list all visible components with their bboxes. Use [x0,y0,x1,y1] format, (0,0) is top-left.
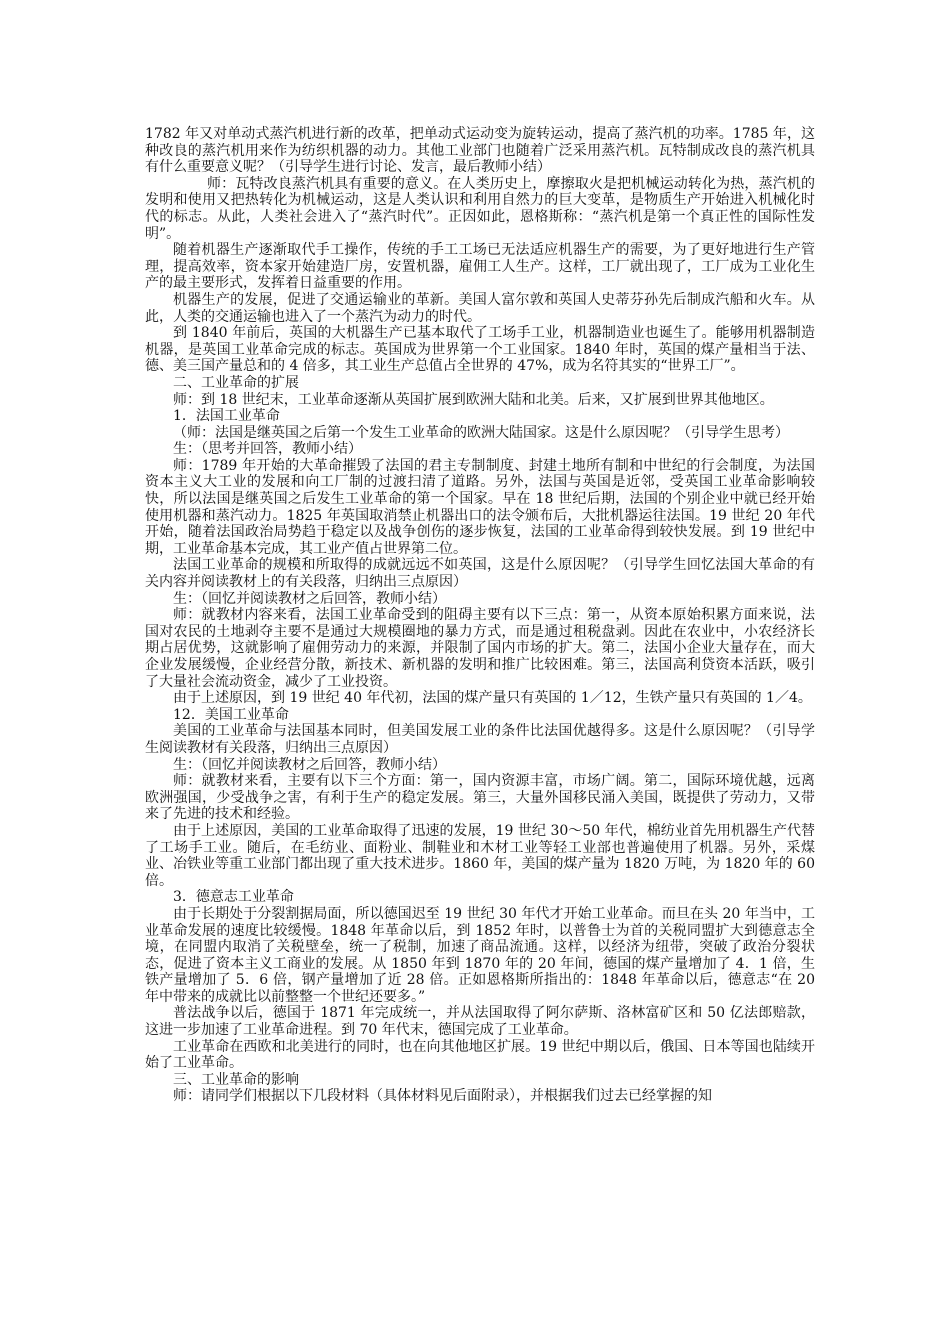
paragraph-transport-innovation: 机器生产的发展，促进了交通运输业的革新。美国人富尔敦和英国人史蒂芬孙先后制成汽船和火车。从此，人类的交通运输也进入了一个蒸汽为动力的时代。 [145,291,815,325]
subheading-usa: 12．美国工业革命 [173,706,289,723]
paragraph-expansion-intro: 师：到 18 世纪末，工业革命逐渐从英国扩展到欧洲大陆和北美。后来，又扩展到世界其他地区。 [173,391,774,408]
subheading-germany: 3．德意志工业革命 [173,889,294,906]
paragraph-usa-teacher: 师：就教材来看，主要有以下三个方面：第一，国内资源丰富，市场广阔。第二，国际环境优越，远离欧洲强国，少受战争之害，有利于生产的稳定发展。第三，大量外国移民涌入美国，既提供了劳动力，又带来了先进的技术和经验。 [145,773,815,823]
paragraph-steam-engine-significance: 师：瓦特改良蒸汽机具有重要的意义。在人类历史上，摩擦取火是把机械运动转化为热，蒸汽机的发明和使用又把热转化为机械运动，这是人类认识和利用自然力的巨大变革，是物质生产开始进入机械化时代的标志。从此，人类社会进入了“蒸汽时代”。正因如此，恩格斯称：“蒸汽机是第一个真正性的国际性发明”。 [145,175,815,242]
paragraph-germany-unification: 普法战争以后，德国于 1871 年完成统一，并从法国取得了阿尔萨斯、洛林富矿区和 50 亿法郎赔款，这进一步加速了工业革命进程。到 70 年代末，德国完成了工业革命。 [145,1005,815,1039]
paragraph-germany-development: 由于长期处于分裂割据局面，所以德国迟至 19 世纪 30 年代才开始工业革命。而旦在头 20 年当中，工业革命发展的速度比较缓慢。1848 年革命以后，到 1852 年时，以普鲁士为首的关税同盟扩大到德意志全境，在同盟内取消了关税壁垒，统一了税制，加速了商品流通。这样，以经济为纽带，突破了政治分裂状态，促进了资本主义工商业的发展。从 1850 年到 1870 年的 20 年间，德国的煤产量增加了 4．1 倍，生铁产量增加了 5．6 倍，钢产量增加了近 28 倍。正如恩格斯所指出的：1848 年革命以后，德意志“在 20 年中带来的成就比以前整整一个世纪还要多。” [145,905,815,1005]
paragraph-france-output: 由于上述原因，到 19 世纪 40 年代初，法国的煤产量只有英国的 1／12，生铁产量只有英国的 1／4。 [173,690,812,707]
paragraph-britain-world-factory: 到 1840 年前后，英国的大机器生产已基本取代了工场手工业，机器制造业也诞生了。能够用机器制造机器，是英国工业革命完成的标志。英国成为世界第一个工业国家。1840 年时，英国的煤产量相当于法、德、美三国产量总和的 4 倍多，其工业生产总值占全世界的 47%，成为名符其实的“世界工厂”。 [145,325,815,375]
paragraph-impact-intro: 师：请同学们根据以下几段材料（具体材料见后面附录），并根据我们过去已经掌握的知 [173,1088,712,1105]
paragraph-usa-development: 由于上述原因，美国的工业革命取得了迅速的发展，19 世纪 30～50 年代，棉纺业首先用机器生产代替了工场手工业。随后，在毛纺业、面粉业、制鞋业和木材工业等轻工业部也普遍使用了机器。另外，采煤业、冶铁业等重工业部门都出现了重大技术进步。1860 年，美国的煤产量为 1820 万吨，为 1820 年的 60 倍。 [145,822,815,889]
paragraph-france-question: （师：法国是继英国之后第一个发生工业革命的欧洲大陆国家。这是什么原因呢？（引导学生思考） [173,424,789,441]
paragraph-france-obstacles: 师：就教材内容来看，法国工业革命受到的阻碍主要有以下三点：第一，从资本原始积累方面来说，法国对农民的土地剥夺主要不是通过大规模圈地的暴力方式，而是通过租税盘剥。因此在农业中，小农经济长期占居优势，这就影响了雇佣劳动力的来源，并限制了国内市场的扩大。第二，法国小企业大量存在，而大企业发展缓慢，企业经营分散，新技术、新机器的发明和推广比较困难。第三，法国高利贷资本活跃，吸引了大量社会流动资金，减少了工业投资。 [145,607,815,690]
paragraph-factory-emergence: 随着机器生产逐渐取代手工操作，传统的手工工场已无法适应机器生产的需要，为了更好地进行生产管理，提高效率，资本家开始建造厂房，安置机器，雇佣工人生产。这样，工厂就出现了，工厂成为工业化生产的最主要形式，发挥着日益重要的作用。 [145,242,815,292]
subheading-france: 1．法国工业革命 [173,408,280,425]
paragraph-france-scale-student: 生：（回忆并阅读教材之后回答，教师小结） [173,590,446,607]
paragraph-usa-question: 美国的工业革命与法国基本同时，但美国发展工业的条件比法国优越得多。这是什么原因呢？（引导学生阅读教材有关段落，归纳出三点原因） [145,723,815,756]
paragraph-france-scale-question: 法国工业革命的规模和所取得的成就远远不如英国，这是什么原因呢？（引导学生回忆法国大革命的有关内容并阅读教材上的有关段落，归纳出三点原因） [145,557,815,591]
section-heading-impact: 三、工业革命的影响 [173,1071,299,1088]
paragraph-france-student: 生：（思考并回答，教师小结） [173,441,362,458]
paragraph-usa-student: 生：（回忆并阅读教材之后回答，教师小结） [173,756,446,773]
section-heading-expansion: 二、工业革命的扩展 [173,374,299,391]
paragraph-other-regions: 工业革命在西欧和北美进行的同时，也在向其他地区扩展。19 世纪中期以后，俄国、日本等国也陆续开始了工业革命。 [145,1038,815,1072]
paragraph-france-teacher: 师：1789 年开始的大革命摧毁了法国的君主专制制度、封建土地所有制和中世纪的行会制度，为法国资本主义大工业的发展和向工厂制的过渡扫清了道路。另外，法国与英国是近邻，受英国工业革命影响较快，所以法国是继英国之后发生工业革命的第一个国家。早在 18 世纪后期，法国的个别企业中就已经开始使用机器和蒸汽动力。1825 年英国取消禁止机器出口的法令颁布后，大批机器运往法国。19 世纪 20 年代开始，随着法国政治局势趋于稳定以及战争创伤的逐步恢复，法国的工业革命得到较快发展。到 19 世纪中期，工业革命基本完成，其工业产值占世界第二位。 [145,457,815,557]
document-page [145,126,815,1105]
paragraph-steam-engine-improvement: 1782 年又对单动式蒸汽机进行新的改革，把单动式运动变为旋转运动，提高了蒸汽机的功率。1785 年，这种改良的蒸汽机用来作为纺织机器的动力。其他工业部门也随着广泛采用蒸汽机。瓦特制成改良的蒸汽机具有什么重要意义呢？（引导学生进行讨论、发言，最后教师小结） [145,126,815,176]
